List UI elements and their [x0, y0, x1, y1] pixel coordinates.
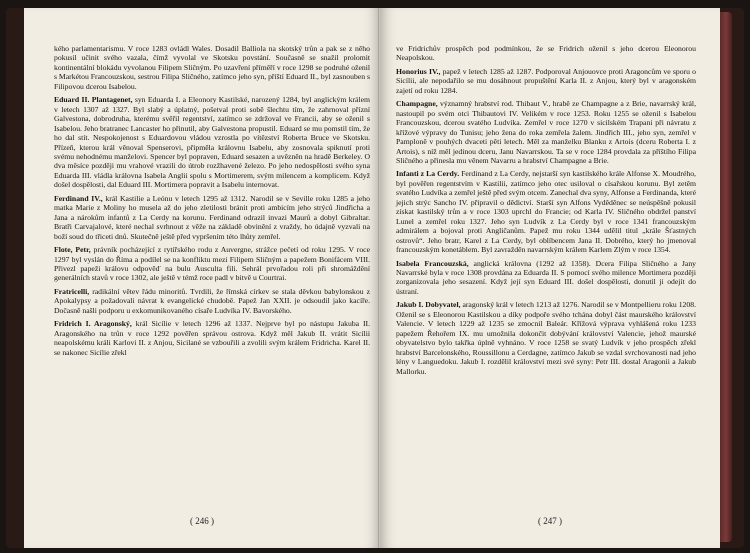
left-continuation: kého parlamentarismu. V roce 1283 ovládl Wales. Dosadil Balliola na skotský trůn a pak se z něho pokusil učinit svého vazala, čímž vyvolal ve Skotsku povstání. Současně se snažil prolomit kontinentální blokádu vyvolanou Filipem Sličným. Po uzavření příměří v roce 1298 se podruhé oženil s Markétou Francouzskou, sestrou Filipa Sličného, zatímco jeho syn, příští Eduard II., byl zasnouben s Filipovou dcerou Isabelou.	[54, 44, 370, 91]
entry-text: anglická královna (1292 až 1358). Dcera Filipa Sličného a Jany Navarrské byla v roce 1308 provdána za Eduarda II. S pomocí svého milence Mortimera později zorganizovala jeho sesazení. Když její syn Eduard III. došel dospělosti, donutil ji odejít do ústraní.	[396, 258, 697, 296]
entry-term: Fridrich I. Aragonský,	[54, 319, 132, 329]
entry-term: Flote, Petr,	[54, 245, 91, 255]
entry-fridrich-i	[54, 319, 370, 357]
entry-ferdinand-iv	[54, 194, 370, 241]
entry-text: právník pocházející z rytířského rodu z Auvergne, strážce pečetí od roku 1295. V roce 1297 byl vyslán do Říma a podílel se na konfliktu mezi Filipem Sličným a papežem Bonifácem VIII. Přivezl papeži královu odpověď na bulu Ausculta fili. Sehrál prvořadou roli při shromáždění generálních stavů v roce 1302, ale ještě v témž roce padl v bitvě u Courtrai.	[54, 245, 370, 283]
entry-term: Infanti z La Cerdy.	[396, 169, 460, 179]
entry-term: Eduard II. Plantagenet,	[54, 95, 133, 105]
right-page	[380, 8, 720, 548]
right-continuation: ve Fridrichův prospěch pod podmínkou, že se Fridrich oženil s jeho dcerou Eleonorou Neapolskou.	[396, 44, 696, 63]
entry-text: papež v letech 1285 až 1287. Podporoval Anjouovce proti Aragoncům ve sporu o Sicílii, ale nepodařilo se mu dosáhnout propuštění Karla II. z Anjou, který byl v aragonském zajetí od roku 1284.	[396, 66, 697, 95]
book-cover-edge	[720, 12, 732, 542]
entry-jakub-i	[396, 300, 696, 376]
entry-term: Fratricelli,	[54, 286, 90, 296]
entry-text: král Sicílie v letech 1296 až 1337. Nejprve byl po nástupu Jakuba II. Aragonského na trůn v roce 1292 pověřen správou ostrova. Když měl Jakub II. vrátit Sicílii neapolskému králi Karlovi II. z Anjou, Sicilané se vzbouřili a zvolili svým králem Fridricha. Karel II. se nakonec Sicílie zřekl	[54, 319, 370, 357]
entry-text: významný hrabství rod. Thibaut V., hrabě ze Champagne a z Brie, navarrský král, nastoupil po svém otci Thibautovi IV. Velikém v roce 1253. Roku 1255 se oženil s Isabelou Francouzskou, dcerou svatého Ludvíka. Zemřel v roce 1270 v sicilském Trapani při návratu z křížové výpravy do Tunisu; jeho žena do roka zemřela žalem. Jindřich III., jeho syn, zemřel v Pamploně v pouhých dvaceti pěti letech. Měl za manželku Blanku z Artois (dceru Roberta I. z Artois), s níž měl jedinou dceru, Janu Navarrskou. Ta se v roce 1284 provdala za příštího Filipa Sličného a přinesla mu věnem Navarru a hrabství Champagne a Brie.	[396, 99, 696, 165]
entry-isabela	[396, 259, 696, 297]
entry-text: Ferdinand z La Cerdy, nejstarší syn kastilského krále Alfonse X. Moudrého, byl pověřen regentstvím v Kastilii, zatímco jeho otec usiloval o císařskou korunu. Byl zetěm svatého Ludvíka a zemřel ještě před svým otcem. Zanechal dva syny, Alfonse a Ferdinanda, které jejich strýc Sancho IV. připravil o dědictví. Starší syn Alfons Vyděděnec se neúspěšně pokusil získat kastilský trůn a v roce 1303 uprchl do Francie; od Karla IV. Sličného obdržel panství Lunel a zemřel roku 1327. Jeho syn Ludvík z La Cerdy byl v roce 1341 francouzským admirálem a bojoval proti Angličanům. Papež mu roku 1344 udělil titul „krále Šťastných ostrovů“. Jeho bratr, Karel z La Cerdy, byl oblíbencem Jana II. Dobrého, který ho jmenoval francouzským konetáblem. Byl zavražděn navarrským králem Karlem Zlým v roce 1354.	[396, 169, 696, 255]
entry-champagne	[396, 99, 696, 165]
open-book	[6, 8, 744, 548]
left-page	[24, 8, 380, 548]
entry-text: syn Eduarda I. a Eleonory Kastilské, narozený 1284, byl anglickým králem v letech 1307 až 1327. Byl slabý a úplatný, pošetval proti sobě šlechtu tím, že zahrnoval přízní Galvestona, dobrodruha, kterému svěřil regentství, zatímco se zdržoval ve Francii, aby se oženil s Isabelou. Jeho bratranec Lancaster ho přinutil, aby Galvestona propustil. Eduard se mu pomstil tím, že ho dal stít. Nespokojenost s Eduardovou vládou vzrostla po vítězství Roberta Bruce ve Skotsku. Přízeň, kterou král věnoval Spenserovi, připměla královnu Isabelu, aby zosnovala spiknutí proti svému nehodnému manželovi. Spencer byl popraven, Eduard sesazen a uvězněn na hradě Berkeley. O dva měsíce později mu vrahové vrazili do útrob rozžhavené železo. Po jeho nedospělosti svého syna Eduarda III. vládla královna Isabela Anglii spolu s Mortimerem, svým milencem a komplicem. Když došel dospělosti, dal Eduard III. Mortimera popravit a Isabelu internovat.	[54, 95, 370, 190]
entry-honorius-iv	[396, 67, 696, 95]
entry-text: aragonský král v letech 1213 až 1276. Narodil se v Montpellieru roku 1208. Oženil se s Eleonorou Kastilskou a díky podpoře svého tchána dobyl část maurského království Valencie. V letech 1229 až 1235 se zmocnil Baleár. Křížová výprava vyhlášená roku 1233 papežem Řehořem IX. mu umožnila dokončit dobývání království Valencie, jehož maurské obyvatelstvo bylo takřka úplně vyhnáno. V roce 1258 se svatý Ludvík v jeho prospěch zřekl hrabství Barcelonského, Roussillonu a Cerdagne, zatímco Jakub se vzdal svrchovanosti nad jeho lény v Languedoku. Jakub I. rozdělil království mezi své syny: Petr III. dostal Aragonii a Jakub Mallorku.	[396, 300, 696, 376]
entry-text: radikální větev řádu minoritů. Tvrdili, že římská církev se stala děvkou babylonskou z Apokalypsy a požadovali návrat k evangelické chudobě. Papež Jan XXII. je odsoudil jako kacíře. Dočasně našli podporu u exkomunikovaného císaře Ludvíka IV. Bavorského.	[54, 286, 370, 315]
entry-fratricelli	[54, 287, 370, 315]
entry-term: Champagne,	[396, 99, 438, 109]
entry-eduard-ii	[54, 95, 370, 190]
page-number-right: ( 247 )	[538, 516, 562, 526]
entry-term: Honorius IV.,	[396, 66, 441, 76]
entry-flote-petr	[54, 245, 370, 283]
entry-term: Ferdinand IV.,	[54, 193, 103, 203]
entry-term: Isabela Francouzská,	[396, 258, 469, 268]
page-number-left: ( 246 )	[190, 516, 214, 526]
entry-text: král Kastilie a Leónu v letech 1295 až 1312. Narodil se v Seville roku 1285 a jeho matka Marie z Moliny ho musela až do jeho zletilosti bránit proti ambicím jeho strýců Jindřicha a Jana a nárokům infantů z La Cerdy na korunu. Ferdinand odrazil invazi Maurů a dobyl Gibraltar. Bratři Carvajalové, které nechal svrhnout z věže na základě obvinění z vraždy, ho údajně vyzvali na boží soud do třiceti dnů. Skutečně ještě před vypršením této lhůty zemřel.	[54, 193, 370, 241]
entry-term: Jakub I. Dobyvatel,	[396, 300, 461, 310]
entry-infanti-la-cerdy	[396, 169, 696, 254]
